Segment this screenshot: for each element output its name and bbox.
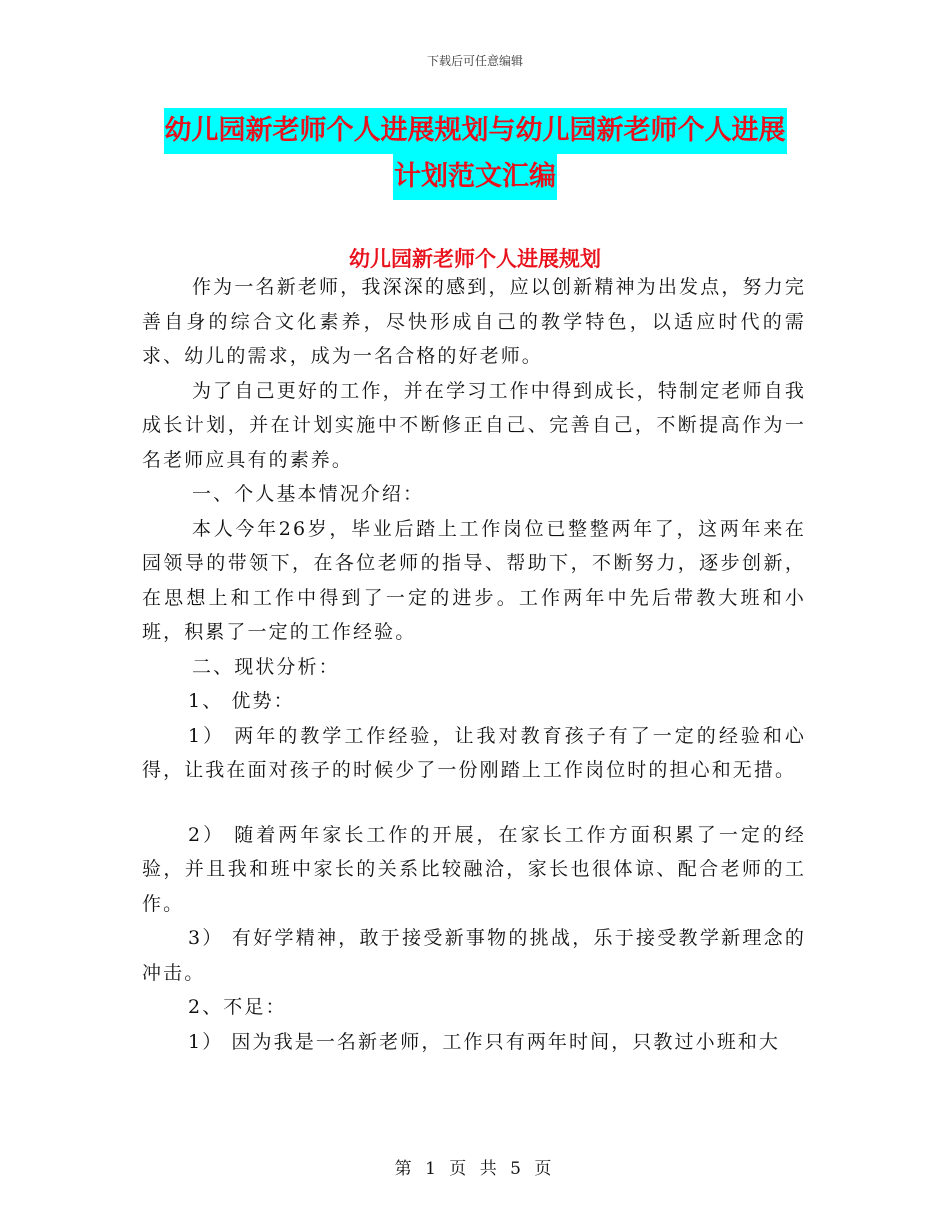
paragraph: 本人今年26岁，毕业后踏上工作岗位已整整两年了，这两年来在园领导的带领下，在各位老师的指导、帮助下，不断努力，逐步创新，在思想上和工作中得到了一定的进步。工作两年中先后带教大班和小班，积累了一定的工作经验。 bbox=[142, 517, 806, 643]
paragraph: 2） 随着两年家长工作的开展，在家长工作方面积累了一定的经验，并且我和班中家长的关系比较融洽，家长也很体谅、配合老师的工作。 bbox=[142, 823, 806, 915]
paragraph: 1、 优势： bbox=[188, 690, 295, 712]
document-title-line-1: 幼儿园新老师个人进展规划与幼儿园新老师个人进展 bbox=[164, 108, 787, 154]
document-title bbox=[140, 108, 810, 200]
document-title-line-2: 计划范文汇编 bbox=[393, 154, 557, 200]
paragraph: 作为一名新老师，我深深的感到，应以创新精神为出发点，努力完善自身的综合文化素养，尽快形成自己的教学特色，以适应时代的需求、幼儿的需求，成为一名合格的好老师。 bbox=[142, 276, 806, 367]
page-footer: 第 1 页 共 5 页 bbox=[394, 1159, 556, 1179]
paragraph: 为了自己更好的工作，并在学习工作中得到成长，特制定老师自我成长计划，并在计划实施中不断修正自己、完善自己，不断提高作为一名老师应具有的素养。 bbox=[142, 379, 806, 471]
document-body bbox=[142, 270, 806, 1059]
section-title: 幼儿园新老师个人进展规划 bbox=[349, 247, 601, 271]
paragraph: 3） 有好学精神，敢于接受新事物的挑战，乐于接受教学新理念的冲击。 bbox=[142, 927, 806, 984]
paragraph: 二、现状分析： bbox=[192, 655, 340, 678]
page-header: 下载后可任意编辑 bbox=[426, 54, 523, 68]
paragraph: 2、不足： bbox=[188, 996, 287, 1018]
paragraph: 1） 因为我是一名新老师，工作只有两年时间，只教过小班和大 bbox=[188, 1030, 781, 1053]
paragraph: 一、个人基本情况介绍： bbox=[192, 483, 425, 505]
paragraph: 1） 两年的教学工作经验，让我对教育孩子有了一定的经验和心得，让我在面对孩子的时候少了一份刚踏上工作岗位时的担心和无措。 bbox=[142, 724, 806, 781]
